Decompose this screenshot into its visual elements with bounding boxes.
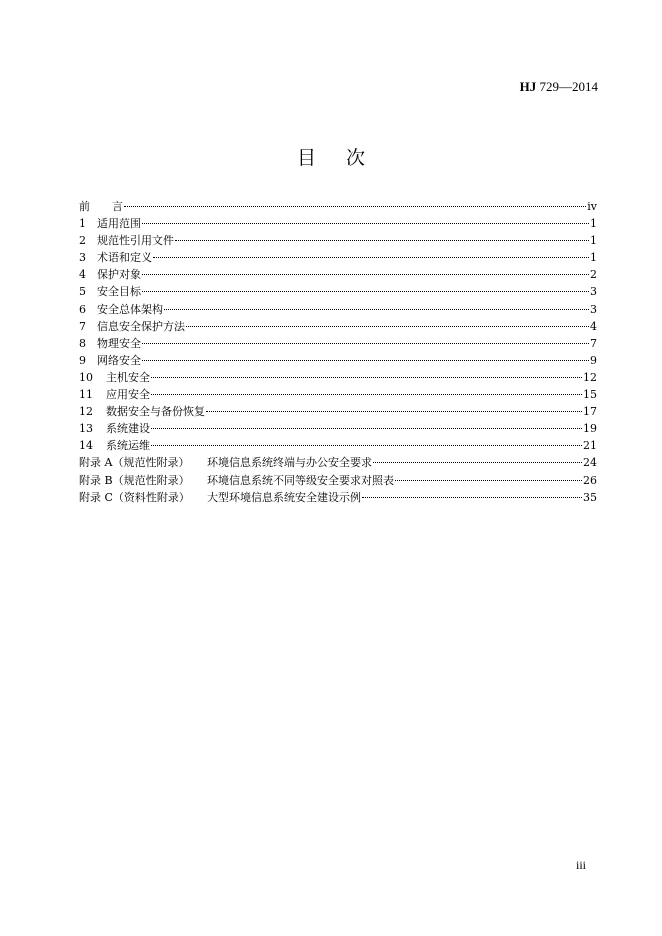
- toc-entry-number: 7: [79, 319, 86, 333]
- dot-leader: [175, 240, 589, 241]
- toc-entry-page: 24: [583, 456, 597, 470]
- toc-entry-number: 13: [79, 422, 93, 436]
- dot-leader: [362, 497, 582, 498]
- dot-leader: [206, 411, 582, 412]
- toc-entry-label: 环境信息系统不同等级安全要求对照表: [207, 473, 394, 487]
- toc-entry[interactable]: [79, 454, 597, 471]
- toc-entry[interactable]: [79, 266, 597, 283]
- toc-entry[interactable]: [79, 232, 597, 249]
- toc-entry-label: 保护对象: [97, 268, 141, 282]
- toc-entry-number: 前: [79, 200, 90, 213]
- dot-leader: [151, 394, 582, 395]
- toc-entry-page: 26: [583, 473, 597, 487]
- toc-entry-page: 17: [583, 405, 597, 419]
- dot-leader: [142, 291, 589, 292]
- toc-entry[interactable]: [79, 283, 597, 300]
- toc-entry-label: 规范性引用文件: [97, 234, 174, 248]
- toc-entry-label: 网络安全: [97, 353, 141, 367]
- toc-entry-label: 系统运维: [106, 439, 150, 453]
- toc-entry[interactable]: [79, 386, 597, 403]
- toc-entry-number: 11: [79, 388, 93, 402]
- toc-entry-page: 15: [583, 388, 597, 402]
- toc-entry-label: 系统建设: [106, 422, 150, 436]
- toc-entry-page: 9: [590, 353, 597, 367]
- toc-entry-number: 8: [79, 336, 86, 350]
- dot-leader: [186, 326, 589, 327]
- toc-entry[interactable]: [79, 318, 597, 335]
- toc-entry[interactable]: [79, 369, 597, 386]
- toc-entry-number: 附录 A（规范性附录）: [79, 456, 190, 470]
- toc-entry[interactable]: [79, 301, 597, 318]
- toc-entry-number: 10: [79, 370, 93, 384]
- toc-entry-label: 言: [112, 200, 123, 213]
- dot-leader: [153, 257, 589, 258]
- toc-entry-label: 物理安全: [97, 336, 141, 350]
- toc-entry-page: 1: [590, 217, 597, 231]
- dot-leader: [151, 445, 582, 446]
- standard-number: 729—2014: [539, 79, 598, 94]
- toc-entry-number: 3: [79, 251, 86, 265]
- toc-entry-number: 附录 B（规范性附录）: [79, 473, 190, 487]
- dot-leader: [373, 462, 582, 463]
- standard-prefix: HJ: [519, 79, 537, 94]
- toc-entry[interactable]: [79, 437, 597, 454]
- dot-leader: [124, 206, 586, 207]
- toc-entry-page: 1: [590, 251, 597, 265]
- toc-entry[interactable]: [79, 420, 597, 437]
- toc-entry-label: 信息安全保护方法: [97, 319, 185, 333]
- toc-entry-label: 术语和定义: [97, 251, 152, 265]
- toc-entry-page: 19: [583, 422, 597, 436]
- toc-entry-label: 安全总体架构: [97, 302, 163, 316]
- toc-entry[interactable]: [79, 472, 597, 489]
- toc-entry-page: 12: [583, 370, 597, 384]
- toc-entry-number: 14: [79, 439, 93, 453]
- toc-entry-page: iv: [587, 200, 597, 213]
- toc-entry[interactable]: [79, 198, 597, 215]
- toc-entry-page: 7: [590, 336, 597, 350]
- toc-entry-number: 4: [79, 268, 86, 282]
- toc-entry[interactable]: [79, 352, 597, 369]
- toc-entry-page: 21: [583, 439, 597, 453]
- toc-entry-page: 1: [590, 234, 597, 248]
- dot-leader: [151, 428, 582, 429]
- page-title: 目次: [296, 147, 395, 169]
- toc-entry-number: 1: [79, 217, 86, 231]
- document-code: [520, 79, 598, 95]
- dot-leader: [164, 309, 589, 310]
- dot-leader: [142, 223, 589, 224]
- toc-entry[interactable]: [79, 489, 597, 506]
- dot-leader: [142, 343, 589, 344]
- toc-entry-label: 环境信息系统终端与办公安全要求: [207, 456, 372, 470]
- toc-entry-page: 3: [590, 302, 597, 316]
- dot-leader: [142, 360, 589, 361]
- page-number: iii: [575, 858, 586, 872]
- toc-entry-number: 12: [79, 405, 93, 419]
- toc-entry-page: 35: [583, 490, 597, 504]
- toc-entry[interactable]: [79, 335, 597, 352]
- toc-entry-page: 4: [590, 319, 597, 333]
- toc-entry-label: 数据安全与备份恢复: [106, 405, 205, 419]
- dot-leader: [151, 377, 582, 378]
- toc-entry[interactable]: [79, 215, 597, 232]
- dot-leader: [142, 274, 589, 275]
- toc-entry-page: 3: [590, 285, 597, 299]
- toc-entry-number: 5: [79, 285, 86, 299]
- toc-entry-number: 附录 C（资料性附录）: [79, 490, 190, 504]
- toc-entry-page: 2: [590, 268, 597, 282]
- toc-entry-label: 主机安全: [106, 370, 150, 384]
- toc-entry-number: 9: [79, 353, 86, 367]
- toc-entry-number: 2: [79, 234, 86, 248]
- toc-entry-label: 安全目标: [97, 285, 141, 299]
- toc-entry[interactable]: [79, 403, 597, 420]
- dot-leader: [395, 480, 582, 481]
- table-of-contents: [79, 198, 597, 506]
- toc-entry-label: 应用安全: [106, 388, 150, 402]
- toc-entry-number: 6: [79, 302, 86, 316]
- toc-entry-label: 大型环境信息系统安全建设示例: [207, 490, 361, 504]
- toc-entry[interactable]: [79, 249, 597, 266]
- toc-entry-label: 适用范围: [97, 217, 141, 231]
